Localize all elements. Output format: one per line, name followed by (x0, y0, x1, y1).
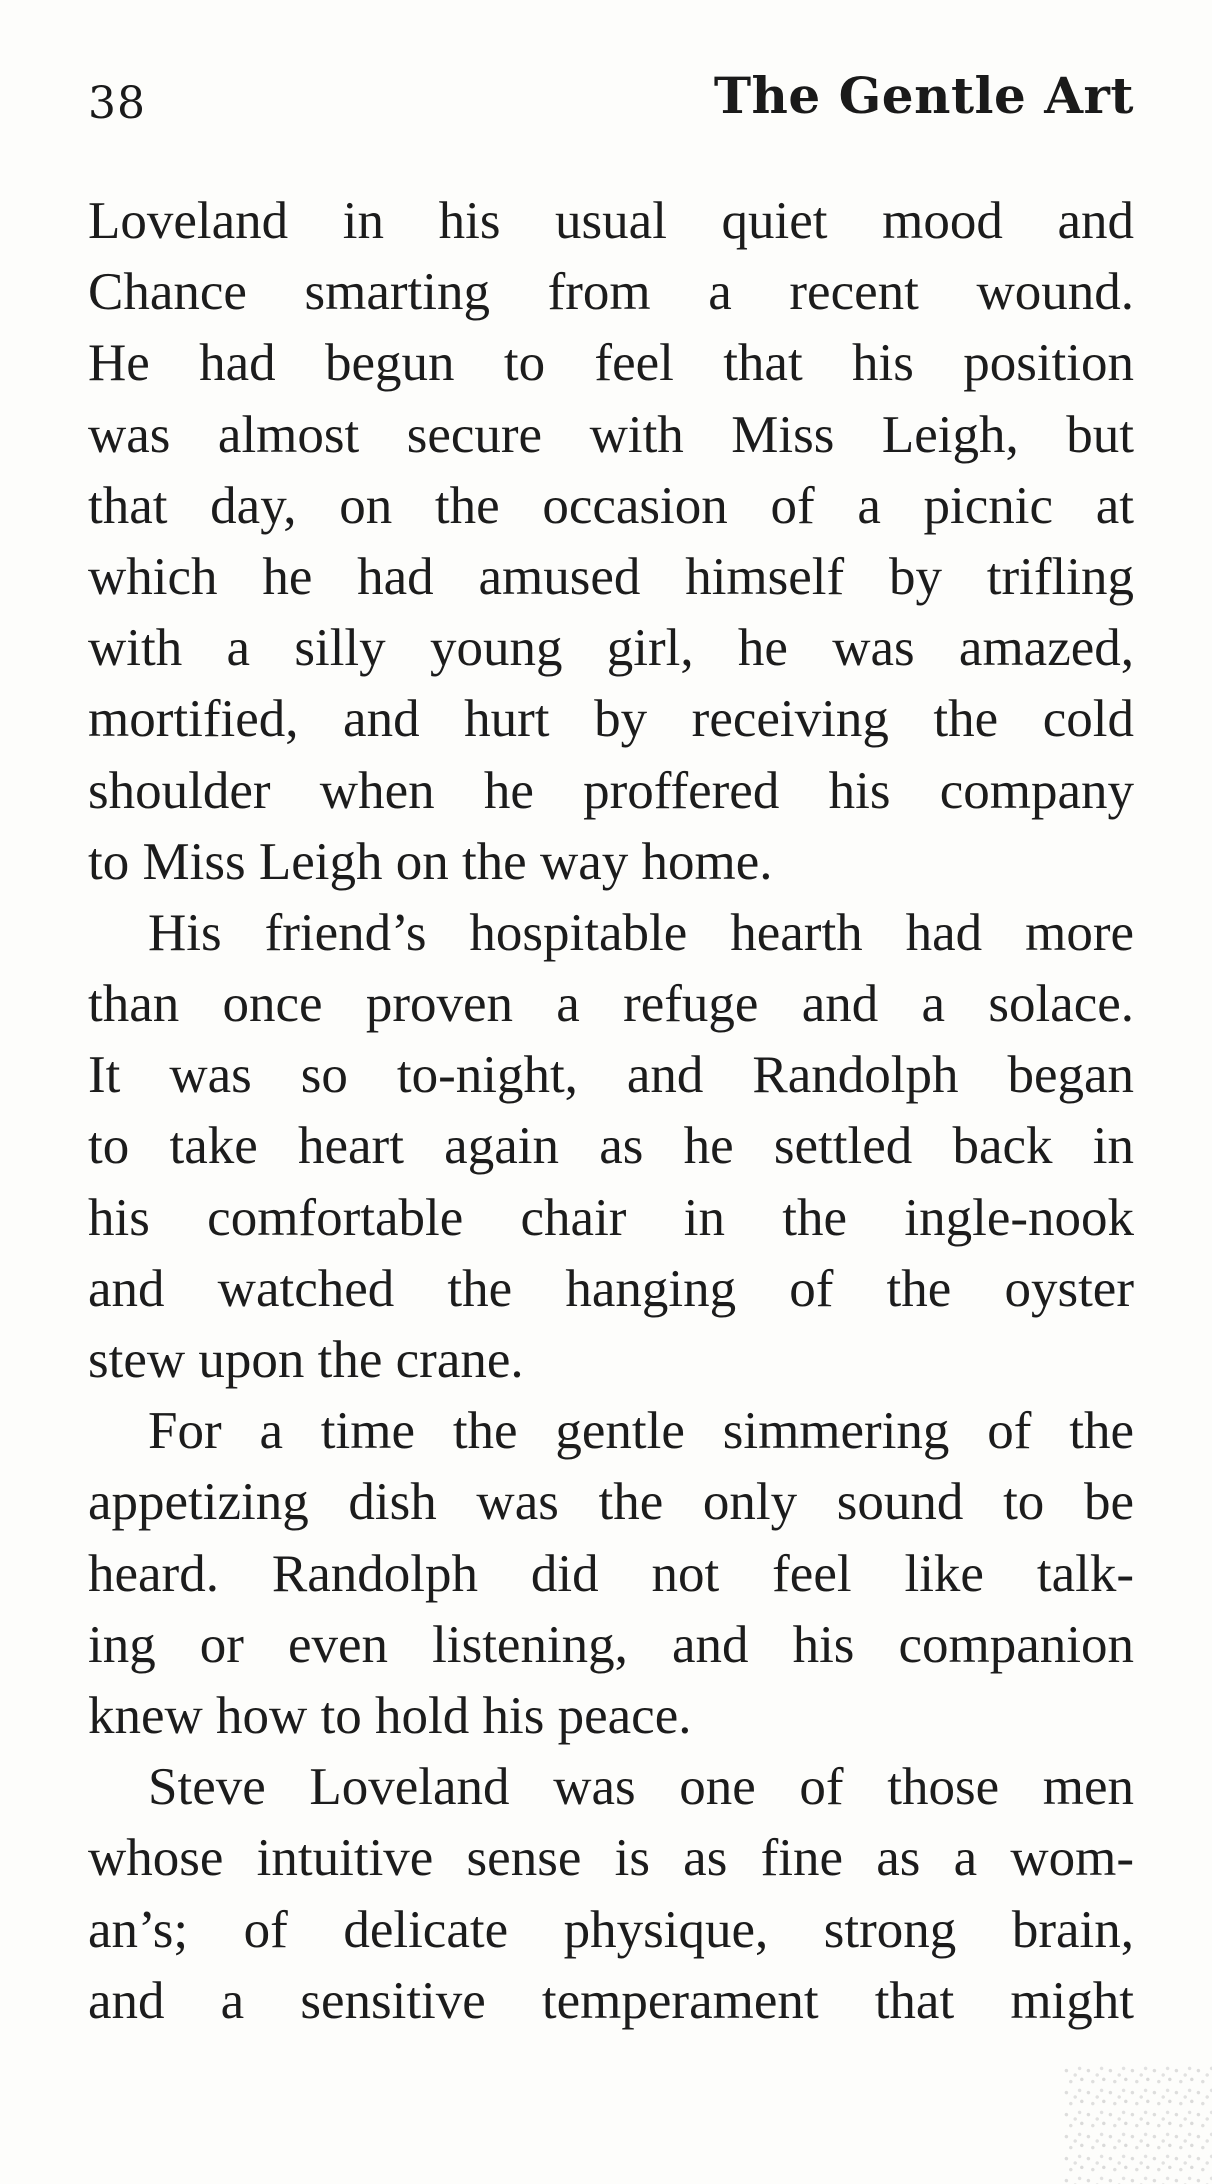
text-line: and a sensitive temperament that might (88, 1971, 1134, 2030)
text-line: that day, on the occasion of a picnic at (88, 476, 1134, 535)
text-line: mortified, and hurt by receiving the cold (88, 690, 1134, 749)
running-head (88, 66, 1134, 136)
text-line: to Miss Leigh on the way home. (88, 832, 773, 891)
page-number: 38 (88, 78, 146, 129)
text-line: For a time the gentle simmering of the (148, 1402, 1134, 1461)
paragraph-2 (88, 898, 1134, 1396)
text-line: heard. Randolph did not feel like talk- (88, 1544, 1134, 1603)
text-line: which he had amused himself by trifling (88, 547, 1134, 606)
text-line: stew upon the crane. (88, 1331, 524, 1389)
text-line: than once proven a refuge and a solace. (88, 975, 1134, 1034)
text-line: ing or even listening, and his companion (88, 1615, 1134, 1674)
paper-speckle (1062, 2064, 1212, 2184)
text-line: His friend’s hospitable hearth had more (148, 903, 1134, 962)
paragraph-3 (88, 1396, 1134, 1752)
text-line: to take heart again as he settled back in (88, 1117, 1134, 1176)
text-line: was almost secure with Miss Leigh, but (88, 405, 1134, 464)
text-line: It was so to-night, and Randolph began (88, 1046, 1134, 1105)
text-line: appetizing dish was the only sound to be (88, 1473, 1134, 1532)
text-line: an’s; of delicate physique, strong brain, (88, 1900, 1134, 1959)
text-line: his comfortable chair in the ingle-nook (88, 1188, 1134, 1247)
paragraph-1 (88, 186, 1134, 898)
text-line: Steve Loveland was one of those men (148, 1758, 1134, 1817)
text-line: He had begun to feel that his position (88, 334, 1134, 393)
paragraph-4 (88, 1752, 1134, 2037)
text-line: and watched the hanging of the oyster (88, 1259, 1134, 1318)
text-line: Loveland in his usual quiet mood and (88, 192, 1134, 250)
text-line: shoulder when he proffered his company (88, 761, 1134, 820)
body-text (88, 186, 1134, 2037)
text-line: with a silly young girl, he was amazed, (88, 619, 1134, 678)
running-title: The Gentle Art (713, 66, 1134, 125)
text-line: Chance smarting from a recent wound. (88, 263, 1134, 322)
text-line: whose intuitive sense is as fine as a wom- (88, 1829, 1134, 1888)
text-line: knew how to hold his peace. (88, 1686, 692, 1745)
